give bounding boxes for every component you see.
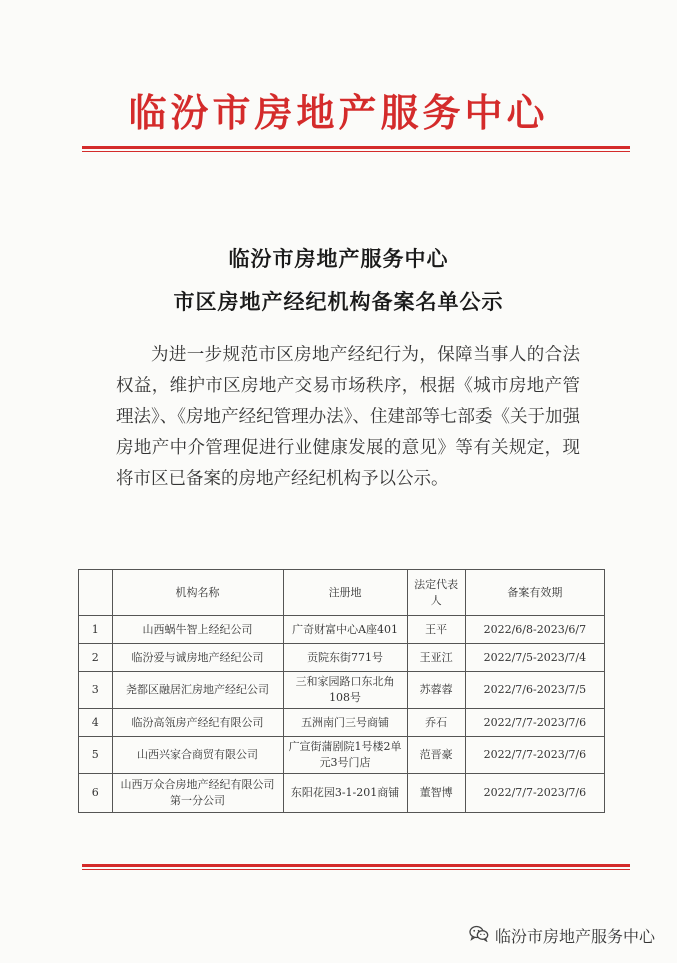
wechat-icon <box>469 925 489 946</box>
table-row <box>79 616 605 644</box>
cell-legal-rep: 王平 <box>407 616 465 644</box>
cell-org-name: 临汾爱与诚房地产经纪公司 <box>112 644 283 672</box>
cell-org-name: 尧都区融居汇房地产经纪公司 <box>112 672 283 709</box>
cell-valid-period: 2022/7/5-2023/7/4 <box>465 644 604 672</box>
cell-index: 2 <box>79 644 113 672</box>
cell-address: 贡院东街771号 <box>283 644 407 672</box>
cell-address: 广宣街蒲剧院1号楼2单元3号门店 <box>283 737 407 774</box>
letterhead-title: 临汾市房地产服务中心 <box>128 90 549 135</box>
cell-index: 4 <box>79 709 113 737</box>
table-row <box>79 709 605 737</box>
document-title-line1: 临汾市房地产服务中心 <box>228 247 449 271</box>
table-row <box>79 774 605 813</box>
cell-address: 广奇财富中心A座401 <box>283 616 407 644</box>
top-red-line-thin <box>82 151 630 152</box>
table-row <box>79 644 605 672</box>
cell-valid-period: 2022/7/7-2023/7/6 <box>465 774 604 813</box>
cell-org-name: 山西兴家合商贸有限公司 <box>112 737 283 774</box>
header-legal-rep: 法定代表人 <box>407 570 465 616</box>
filing-table <box>78 569 605 813</box>
cell-address: 东阳花园3-1-201商铺 <box>283 774 407 813</box>
cell-legal-rep: 王亚江 <box>407 644 465 672</box>
header-org-name: 机构名称 <box>112 570 283 616</box>
cell-index: 1 <box>79 616 113 644</box>
cell-valid-period: 2022/7/6-2023/7/5 <box>465 672 604 709</box>
watermark-text: 临汾市房地产服务中心 <box>494 927 655 946</box>
header-address: 注册地 <box>283 570 407 616</box>
cell-valid-period: 2022/6/8-2023/6/7 <box>465 616 604 644</box>
cell-valid-period: 2022/7/7-2023/7/6 <box>465 709 604 737</box>
cell-legal-rep: 范晋豪 <box>407 737 465 774</box>
cell-legal-rep: 董智博 <box>407 774 465 813</box>
header-valid-period: 备案有效期 <box>465 570 604 616</box>
table-header-row <box>79 570 605 616</box>
cell-address: 五洲南门三号商铺 <box>283 709 407 737</box>
header-index <box>79 570 113 616</box>
bottom-red-line-thin <box>82 869 630 870</box>
bottom-red-line-thick <box>82 864 630 867</box>
cell-legal-rep: 苏蓉蓉 <box>407 672 465 709</box>
top-red-line-thick <box>82 146 630 149</box>
cell-index: 6 <box>79 774 113 813</box>
cell-legal-rep: 乔石 <box>407 709 465 737</box>
table-row <box>79 672 605 709</box>
document-title-line2: 市区房地产经纪机构备案名单公示 <box>173 290 504 314</box>
body-paragraph: 为进一步规范市区房地产经纪行为，保障当事人的合法权益，维护市区房地产交易市场秩序，根据《城市房地产管理法》、《房地产经纪管理办法》、住建部等七部委《关于加强房地产中介管理促进行业健康发展的意见》等有关规定，现将市区已备案的房地产经纪机构予以公示。 <box>116 345 580 489</box>
cell-index: 5 <box>79 737 113 774</box>
table-row <box>79 737 605 774</box>
cell-org-name: 临汾高瓴房产经纪有限公司 <box>112 709 283 737</box>
cell-org-name: 山西万众合房地产经纪有限公司第一分公司 <box>112 774 283 813</box>
cell-address: 三和家园路口东北角108号 <box>283 672 407 709</box>
cell-org-name: 山西蜗牛智上经纪公司 <box>112 616 283 644</box>
cell-valid-period: 2022/7/7-2023/7/6 <box>465 737 604 774</box>
cell-index: 3 <box>79 672 113 709</box>
wechat-watermark <box>469 924 655 947</box>
